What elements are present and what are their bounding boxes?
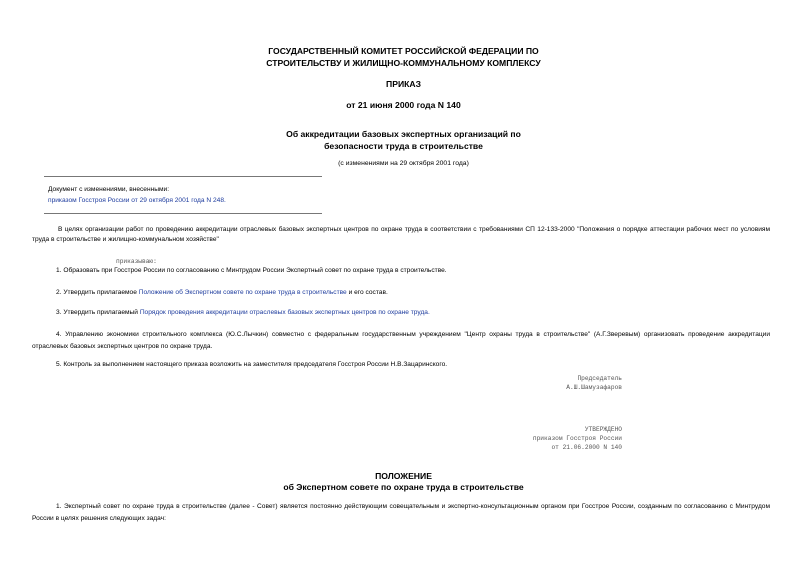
- doc-date: от 21 июня 2000 года N 140: [346, 100, 461, 110]
- doc-type: ПРИКАЗ: [386, 79, 421, 89]
- regulation-subtitle: об Экспертном совете по охране труда в строительстве: [283, 482, 524, 492]
- amend-box-label: Документ с изменениями, внесенными:: [48, 186, 170, 193]
- order-item-2: [56, 287, 388, 299]
- signature-role: Председатель: [577, 375, 622, 382]
- approval-stamp-line2: приказом Госстроя России: [532, 435, 622, 442]
- order-item-5: 5. Контроль за выполнением настоящего приказа возложить на заместителя председателя Госстроя России Н.В.Зацаринского.: [56, 361, 448, 368]
- doc-title-line1: Об аккредитации базовых экспертных организаций по: [286, 129, 521, 139]
- amend-box-bottom-rule: [44, 213, 322, 214]
- changes-note: (с изменениями на 29 октября 2001 года): [338, 160, 469, 167]
- doc-title-line2: безопасности труда в строительстве: [324, 141, 483, 151]
- order-word: приказываю:: [116, 258, 157, 265]
- org-name-line2: СТРОИТЕЛЬСТВУ И ЖИЛИЩНО-КОММУНАЛЬНОМУ КОМПЛЕКСУ: [266, 58, 541, 68]
- order-item-4: 4. Управлению экономики строительного комплекса (Ю.С.Лычкин) совместно с федеральным государственным учреждением "Центр охраны труда в строительстве" (А.Г.Зверевым) организовать проведение аккредитации отраслевых базовых экспертных центров по охране труда.: [32, 331, 770, 350]
- preamble-paragraph: В целях организации работ по проведению аккредитации отраслевых базовых экспертных центров по охране труда в соответствии с требованиями СП 12-133-2000 "Положения о порядке аттестации рабочих мест по условиям труда в строительстве и жилищно-коммунальном хозяйстве": [32, 226, 770, 243]
- regulation-item-1: 1. Экспертный совет по охране труда в строительстве (далее - Совет) является постоянно действующим совещательным и экспертно-консультационным органом при Госстрое России, созданным по согласованию с Минтрудом России в целях решения следующих задач:: [32, 503, 770, 522]
- order-item-3: [56, 307, 430, 319]
- order-item-2-suffix: и его состав.: [348, 289, 388, 296]
- approval-stamp-line3: от 21.06.2000 N 140: [551, 444, 622, 451]
- regulation-title: ПОЛОЖЕНИЕ: [375, 471, 432, 481]
- amend-box-top-rule: [44, 176, 322, 177]
- regulation-link[interactable]: Положение об Экспертном совете по охране труда в строительстве: [138, 289, 347, 296]
- procedure-link[interactable]: Порядок проведения аккредитации отраслевых базовых экспертных центров по охране труда.: [139, 309, 430, 316]
- signature-name: А.Ш.Шамузафаров: [566, 384, 622, 391]
- org-name-line1: ГОСУДАРСТВЕННЫЙ КОМИТЕТ РОССИЙСКОЙ ФЕДЕРАЦИИ ПО: [268, 46, 539, 56]
- order-item-3-prefix: 3. Утвердить прилагаемый: [56, 309, 138, 316]
- amend-link[interactable]: приказом Госстроя России от 29 октября 2001 года N 248.: [48, 197, 226, 204]
- order-item-2-prefix: 2. Утвердить прилагаемое: [56, 289, 137, 296]
- order-item-1: 1. Образовать при Госстрое России по согласованию с Минтрудом России Экспертный совет по охране труда в строительстве.: [56, 267, 447, 274]
- approval-stamp-line1: УТВЕРЖДЕНО: [584, 426, 622, 433]
